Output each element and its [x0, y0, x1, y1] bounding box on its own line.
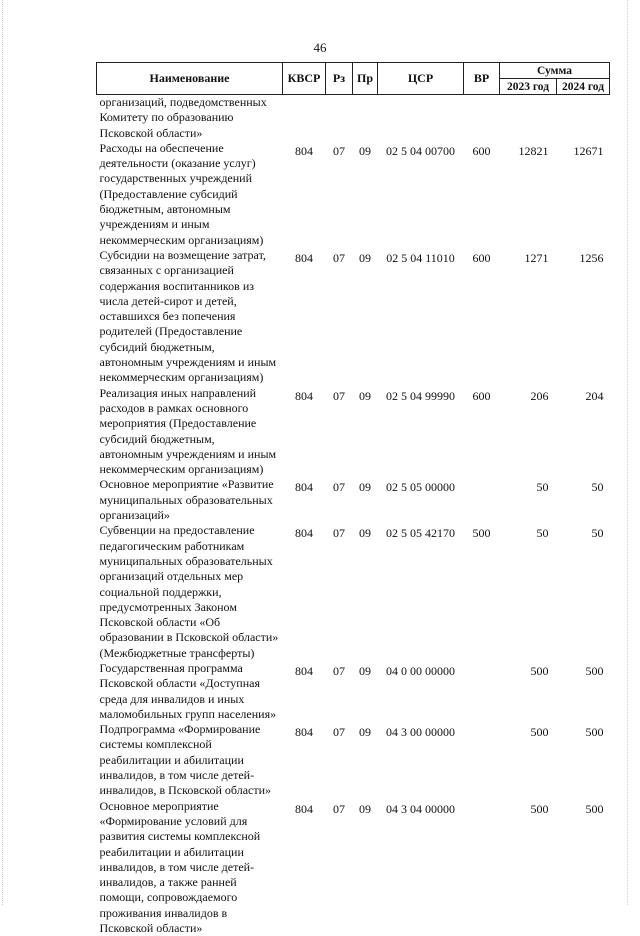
cell-sum-2024: 1256 [557, 248, 610, 386]
name-line: помощи, сопровождаемого [100, 890, 283, 905]
cell-rz: 07 [326, 386, 353, 478]
scan-edge-left [2, 0, 5, 905]
table-row [97, 477, 610, 523]
name-line: (Межбюджетные трансферты) [100, 646, 283, 661]
name-line: Подпрограмма «Формирование [100, 722, 283, 737]
cell-pr: 09 [353, 477, 378, 523]
name-line: реабилитации и абилитации [100, 845, 283, 860]
cell-sum-2023: 206 [500, 386, 557, 478]
cell-csr: 02 5 04 99990 [378, 386, 464, 478]
cell-kvsr [283, 95, 326, 141]
cell-pr: 09 [353, 386, 378, 478]
cell-kvsr: 804 [283, 661, 326, 722]
cell-sum-2024: 12671 [557, 141, 610, 248]
cell-rz: 07 [326, 523, 353, 661]
name-line: развития системы комплексной [100, 829, 283, 844]
header-pr: Пр [353, 63, 378, 95]
cell-csr: 02 5 05 00000 [378, 477, 464, 523]
cell-kvsr: 804 [283, 248, 326, 386]
header-sum: Сумма [500, 63, 610, 79]
name-line: оставшихся без попечения [100, 309, 283, 324]
name-line: Основное мероприятие [100, 799, 283, 814]
table-row [97, 722, 610, 798]
name-line: государственных учреждений [100, 171, 283, 186]
name-line: Псковской области» [100, 126, 283, 141]
cell-csr: 04 3 00 00000 [378, 722, 464, 798]
name-line: Псковской области «Доступная [100, 676, 283, 691]
name-line: учреждениям и иным [100, 217, 283, 232]
cell-kvsr: 804 [283, 477, 326, 523]
cell-sum-2023: 500 [500, 661, 557, 722]
name-line: проживания инвалидов в [100, 906, 283, 921]
name-line: инвалидов, в том числе детей- [100, 860, 283, 875]
cell-vr: 600 [464, 141, 500, 248]
name-line: субсидий бюджетным, [100, 340, 283, 355]
cell-sum-2023: 50 [500, 523, 557, 661]
name-line: (Предоставление субсидий [100, 187, 283, 202]
cell-csr: 02 5 05 42170 [378, 523, 464, 661]
cell-pr: 09 [353, 722, 378, 798]
header-csr: ЦСР [378, 63, 464, 95]
cell-sum-2023: 1271 [500, 248, 557, 386]
budget-table [96, 62, 610, 936]
cell-csr: 04 3 04 00000 [378, 799, 464, 936]
name-line: реабилитации и абилитации [100, 753, 283, 768]
cell-rz: 07 [326, 722, 353, 798]
cell-name [97, 722, 283, 798]
name-line: Комитету по образованию [100, 110, 283, 125]
cell-sum-2024: 204 [557, 386, 610, 478]
name-line: социальной поддержки, [100, 585, 283, 600]
cell-sum-2023 [500, 95, 557, 141]
cell-vr [464, 95, 500, 141]
name-line: Расходы на обеспечение [100, 141, 283, 156]
cell-csr [378, 95, 464, 141]
cell-name [97, 523, 283, 661]
cell-sum-2024: 50 [557, 523, 610, 661]
name-line: предусмотренных Законом [100, 600, 283, 615]
name-line: бюджетным, автономным [100, 202, 283, 217]
name-line: автономным учреждениям и иным [100, 447, 283, 462]
cell-sum-2023: 50 [500, 477, 557, 523]
cell-kvsr: 804 [283, 799, 326, 936]
name-line: инвалидов, а также ранней [100, 875, 283, 890]
name-line: содержания воспитанников из [100, 279, 283, 294]
table-row [97, 248, 610, 386]
cell-name [97, 248, 283, 386]
name-line: субсидий бюджетным, [100, 432, 283, 447]
cell-name [97, 799, 283, 936]
name-line: инвалидов, в том числе детей- [100, 768, 283, 783]
cell-rz: 07 [326, 661, 353, 722]
name-line: Государственная программа [100, 661, 283, 676]
cell-name [97, 95, 283, 141]
cell-vr [464, 722, 500, 798]
cell-name [97, 386, 283, 478]
cell-kvsr: 804 [283, 523, 326, 661]
header-vr: ВР [464, 63, 500, 95]
cell-sum-2024: 500 [557, 661, 610, 722]
cell-pr [353, 95, 378, 141]
page-number: 46 [0, 40, 640, 56]
table-body [97, 95, 610, 936]
name-line: маломобильных групп населения» [100, 707, 283, 722]
cell-sum-2023: 12821 [500, 141, 557, 248]
table-row [97, 141, 610, 248]
cell-name [97, 661, 283, 722]
name-line: образовании в Псковской области» [100, 630, 283, 645]
cell-rz: 07 [326, 799, 353, 936]
name-line: автономным учреждениям и иным [100, 355, 283, 370]
name-line: муниципальных образовательных [100, 493, 283, 508]
name-line: Субвенции на предоставление [100, 523, 283, 538]
cell-vr: 600 [464, 386, 500, 478]
cell-csr: 02 5 04 00700 [378, 141, 464, 248]
name-line: Субсидии на возмещение затрат, [100, 248, 283, 263]
name-line: некоммерческим организациям) [100, 370, 283, 385]
cell-rz [326, 95, 353, 141]
name-line: Реализация иных направлений [100, 386, 283, 401]
scan-edge-right [627, 0, 630, 905]
table-row [97, 386, 610, 478]
name-line: некоммерческим организациям) [100, 462, 283, 477]
cell-kvsr: 804 [283, 141, 326, 248]
cell-pr: 09 [353, 523, 378, 661]
cell-sum-2024 [557, 95, 610, 141]
name-line: деятельности (оказание услуг) [100, 156, 283, 171]
cell-rz: 07 [326, 477, 353, 523]
header-kvsr: КВСР [283, 63, 326, 95]
name-line: Основное мероприятие «Развитие [100, 477, 283, 492]
cell-vr [464, 661, 500, 722]
cell-csr: 02 5 04 11010 [378, 248, 464, 386]
cell-pr: 09 [353, 661, 378, 722]
name-line: Псковской области «Об [100, 615, 283, 630]
header-rz: Рз [326, 63, 353, 95]
name-line: организаций отдельных мер [100, 569, 283, 584]
cell-sum-2024: 50 [557, 477, 610, 523]
name-line: Псковской области» [100, 921, 283, 936]
name-line: расходов в рамках основного [100, 401, 283, 416]
name-line: педагогическим работникам [100, 539, 283, 554]
cell-kvsr: 804 [283, 386, 326, 478]
cell-pr: 09 [353, 799, 378, 936]
cell-vr [464, 477, 500, 523]
cell-name [97, 477, 283, 523]
table-row [97, 523, 610, 661]
cell-rz: 07 [326, 141, 353, 248]
header-year-2023: 2023 год [500, 79, 557, 95]
table-row [97, 799, 610, 936]
cell-vr [464, 799, 500, 936]
cell-pr: 09 [353, 248, 378, 386]
name-line: организаций, подведомственных [100, 95, 283, 110]
cell-sum-2023: 500 [500, 722, 557, 798]
name-line: числа детей-сирот и детей, [100, 294, 283, 309]
name-line: системы комплексной [100, 737, 283, 752]
cell-sum-2023: 500 [500, 799, 557, 936]
cell-vr: 600 [464, 248, 500, 386]
cell-rz: 07 [326, 248, 353, 386]
cell-kvsr: 804 [283, 722, 326, 798]
cell-sum-2024: 500 [557, 799, 610, 936]
name-line: родителей (Предоставление [100, 324, 283, 339]
name-line: «Формирование условий для [100, 814, 283, 829]
cell-vr: 500 [464, 523, 500, 661]
name-line: среда для инвалидов и иных [100, 692, 283, 707]
cell-csr: 04 0 00 00000 [378, 661, 464, 722]
name-line: некоммерческим организациям) [100, 233, 283, 248]
header-name: Наименование [97, 63, 283, 95]
name-line: мероприятия (Предоставление [100, 416, 283, 431]
name-line: организаций» [100, 508, 283, 523]
name-line: инвалидов, в Псковской области» [100, 783, 283, 798]
name-line: связанных с организацией [100, 263, 283, 278]
table-row [97, 661, 610, 722]
cell-name [97, 141, 283, 248]
cell-sum-2024: 500 [557, 722, 610, 798]
cell-pr: 09 [353, 141, 378, 248]
table-row [97, 95, 610, 141]
table-header [97, 63, 610, 95]
header-year-2024: 2024 год [557, 79, 610, 95]
name-line: муниципальных образовательных [100, 554, 283, 569]
